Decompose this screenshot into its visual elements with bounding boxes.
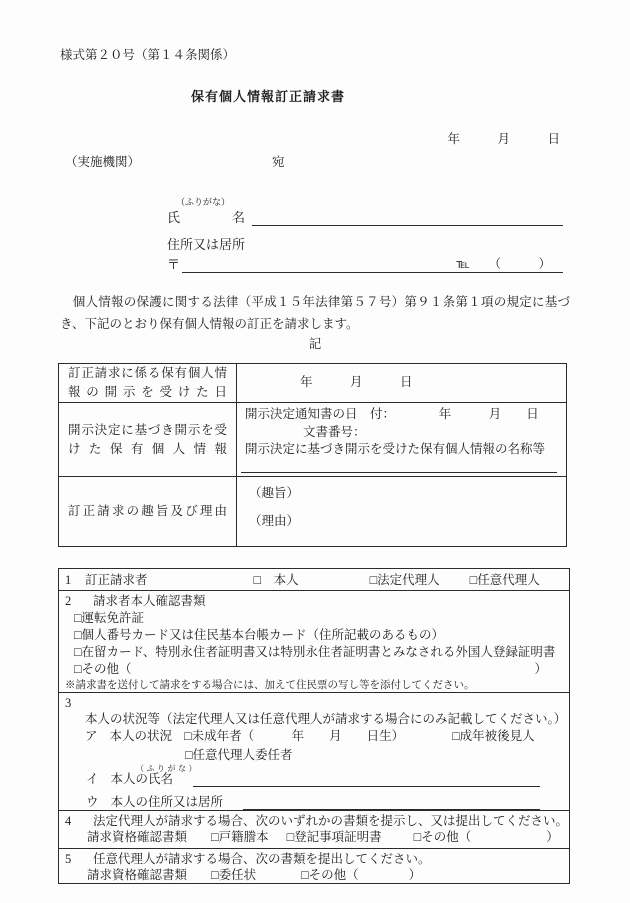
row-header-disclosure-date: 訂正請求に係る保有個人情報の開示を受けた日 <box>59 364 237 403</box>
table-row-voluntary-representative-docs <box>59 849 570 884</box>
other-blank[interactable] <box>132 661 535 678</box>
item-number: 5 <box>65 852 72 866</box>
header-date: 年 月 日 <box>447 132 560 146</box>
postal-mark: 〒 <box>167 257 181 272</box>
checkbox-minor[interactable]: □未成年者（ 年 月 日生） <box>184 729 405 743</box>
table-row-purpose-reason <box>59 477 567 547</box>
status-a-prefix: ア <box>85 729 98 743</box>
addressee-org: （実施機関） <box>65 155 141 169</box>
requester-title: 訂正請求者 <box>85 573 148 587</box>
status-a-line <box>65 727 569 746</box>
legal-docs-title-line <box>65 813 569 829</box>
cell-identity-documents <box>59 591 570 693</box>
cell-principal-status <box>59 693 570 811</box>
voluntary-docs-title-line <box>65 851 569 867</box>
table-row-requester <box>59 569 570 591</box>
checkbox-power-of-attorney[interactable]: □委任状 <box>211 868 257 882</box>
principal-name-label: 本人の氏名 <box>110 772 174 786</box>
checkbox-family-register[interactable]: □戸籍謄本 <box>211 830 269 844</box>
disclosed-info-lines <box>237 403 566 459</box>
checkbox-adult-ward[interactable]: □成年被後見人 <box>452 729 535 743</box>
item-number: 1 <box>65 573 72 587</box>
qualification-docs-label: 請求資格確認書類 <box>87 830 188 844</box>
requester-details-table <box>58 568 570 884</box>
address-input-line[interactable] <box>182 256 563 273</box>
qualification-docs-label: 請求資格確認書類 <box>87 868 188 882</box>
cell-voluntary-representative-docs <box>59 849 570 884</box>
table-row-identity-documents <box>59 591 570 693</box>
furigana-label: （ふりがな） <box>176 197 231 207</box>
name-label: 氏 名 <box>167 210 246 225</box>
address-label: 住所又は居所 <box>167 237 246 252</box>
requester-line <box>65 571 569 589</box>
info-name-input-line[interactable] <box>241 472 557 473</box>
record-label: 記 <box>308 337 322 351</box>
status-i-prefix: イ <box>86 772 99 786</box>
checkbox-other-document[interactable] <box>74 661 547 678</box>
checkbox-registration-certificate[interactable]: □登記事項証明書 <box>286 830 382 844</box>
other-close: ） <box>534 662 547 676</box>
checkbox-other-voluntary-doc[interactable]: □その他（ ） <box>301 868 422 882</box>
table-row-principal-status <box>59 693 570 811</box>
other-open: □その他（ <box>74 662 132 676</box>
addressee-line <box>65 155 630 170</box>
principal-address-label: 本人の住所又は居所 <box>110 795 224 809</box>
reason-label[interactable]: （理由） <box>249 514 300 528</box>
notice-date-line[interactable]: 開示決定通知書の日 付： 年 月 日 <box>245 407 539 421</box>
checkbox-drivers-license[interactable]: □運転免許証 <box>74 611 145 625</box>
checkbox-voluntary-representative[interactable]: □任意代理人 <box>469 573 540 587</box>
checkbox-legal-representative[interactable]: □法定代理人 <box>369 573 440 587</box>
name-input-line[interactable] <box>252 209 563 226</box>
name-row <box>167 209 563 226</box>
cell-disclosure-date <box>237 364 567 403</box>
item-number: 2 <box>65 594 72 608</box>
identity-title: 請求者本人確認書類 <box>93 594 206 608</box>
legal-docs-title: 法定代理人が請求する場合、次のいずれかの書類を提示し、又は提出してください。 <box>93 814 569 828</box>
correction-request-table <box>58 363 567 547</box>
item-number: 3 <box>65 696 72 710</box>
row-header-purpose-reason: 訂正請求の趣旨及び理由 <box>59 477 237 547</box>
principal-address-row <box>65 796 540 810</box>
cell-requester <box>59 569 570 591</box>
checkbox-other-legal-doc[interactable]: □その他（ ） <box>413 830 559 844</box>
checkbox-honnin[interactable]: □ 本人 <box>253 573 299 587</box>
cell-legal-representative-docs <box>59 811 570 849</box>
principal-name-row <box>65 773 540 787</box>
table-row-disclosure-date <box>59 364 567 403</box>
principal-name-input-line[interactable] <box>193 773 540 787</box>
checkbox-my-number-card[interactable]: □個人番号カード又は住民基本台帳カード（住所記載のあるもの） <box>74 628 445 642</box>
document-number-line[interactable]: 文書番号： <box>303 424 366 439</box>
page-title: 保有個人情報訂正請求書 <box>191 89 346 104</box>
status-title: 本人の状況等（法定代理人又は任意代理人が請求する場合にのみ記載してください。） <box>85 712 567 726</box>
postal-row <box>167 256 563 273</box>
status-u-prefix: ウ <box>86 795 99 809</box>
disclosure-date-value[interactable]: 年 月 日 <box>300 375 413 389</box>
tel-label: ℡ （ ） <box>456 257 551 271</box>
table-row-disclosed-info <box>59 403 567 477</box>
principal-address-input-line[interactable] <box>243 796 540 810</box>
table-row-legal-representative-docs <box>59 811 570 849</box>
body-paragraph: 個人情報の保護に関する法律（平成１５年法律第５７号）第９１条第１項の規定に基づき、下記のとおり保有個人情報の訂正を請求します。 <box>60 295 570 331</box>
checkbox-delegator[interactable]: □任意代理人委任者 <box>185 748 293 762</box>
row-header-disclosed-info: 開示決定に基づき開示を受けた保有個人情報 <box>59 403 237 477</box>
item-number: 4 <box>65 814 72 828</box>
cell-disclosed-info <box>237 403 567 477</box>
addressee-to: 宛 <box>272 155 285 169</box>
status-title-line <box>65 695 569 727</box>
voluntary-docs-title: 任意代理人が請求する場合、次の書類を提出してください。 <box>93 852 431 866</box>
mailing-note: ※請求書を送付して請求をする場合には、加えて住民票の写し等を添付してください。 <box>65 680 475 691</box>
identity-title-line <box>65 593 569 610</box>
info-name-line: 開示決定に基づき開示を受けた保有個人情報の名称等 <box>245 442 546 456</box>
checkbox-residence-card[interactable]: □在留カード、特別永住者証明書又は特別永住者証明書とみなされる外国人登録証明書 <box>74 645 556 659</box>
purpose-label[interactable]: （趣旨） <box>249 486 300 500</box>
furigana-label: （ふりがな） <box>136 764 199 773</box>
form-number: 様式第２０号（第１４条関係） <box>60 48 236 62</box>
cell-purpose-reason <box>237 477 567 547</box>
status-a-label: 本人の状況 <box>109 729 173 743</box>
voluntary-docs-options-line <box>65 867 569 883</box>
legal-docs-options-line <box>65 829 569 845</box>
